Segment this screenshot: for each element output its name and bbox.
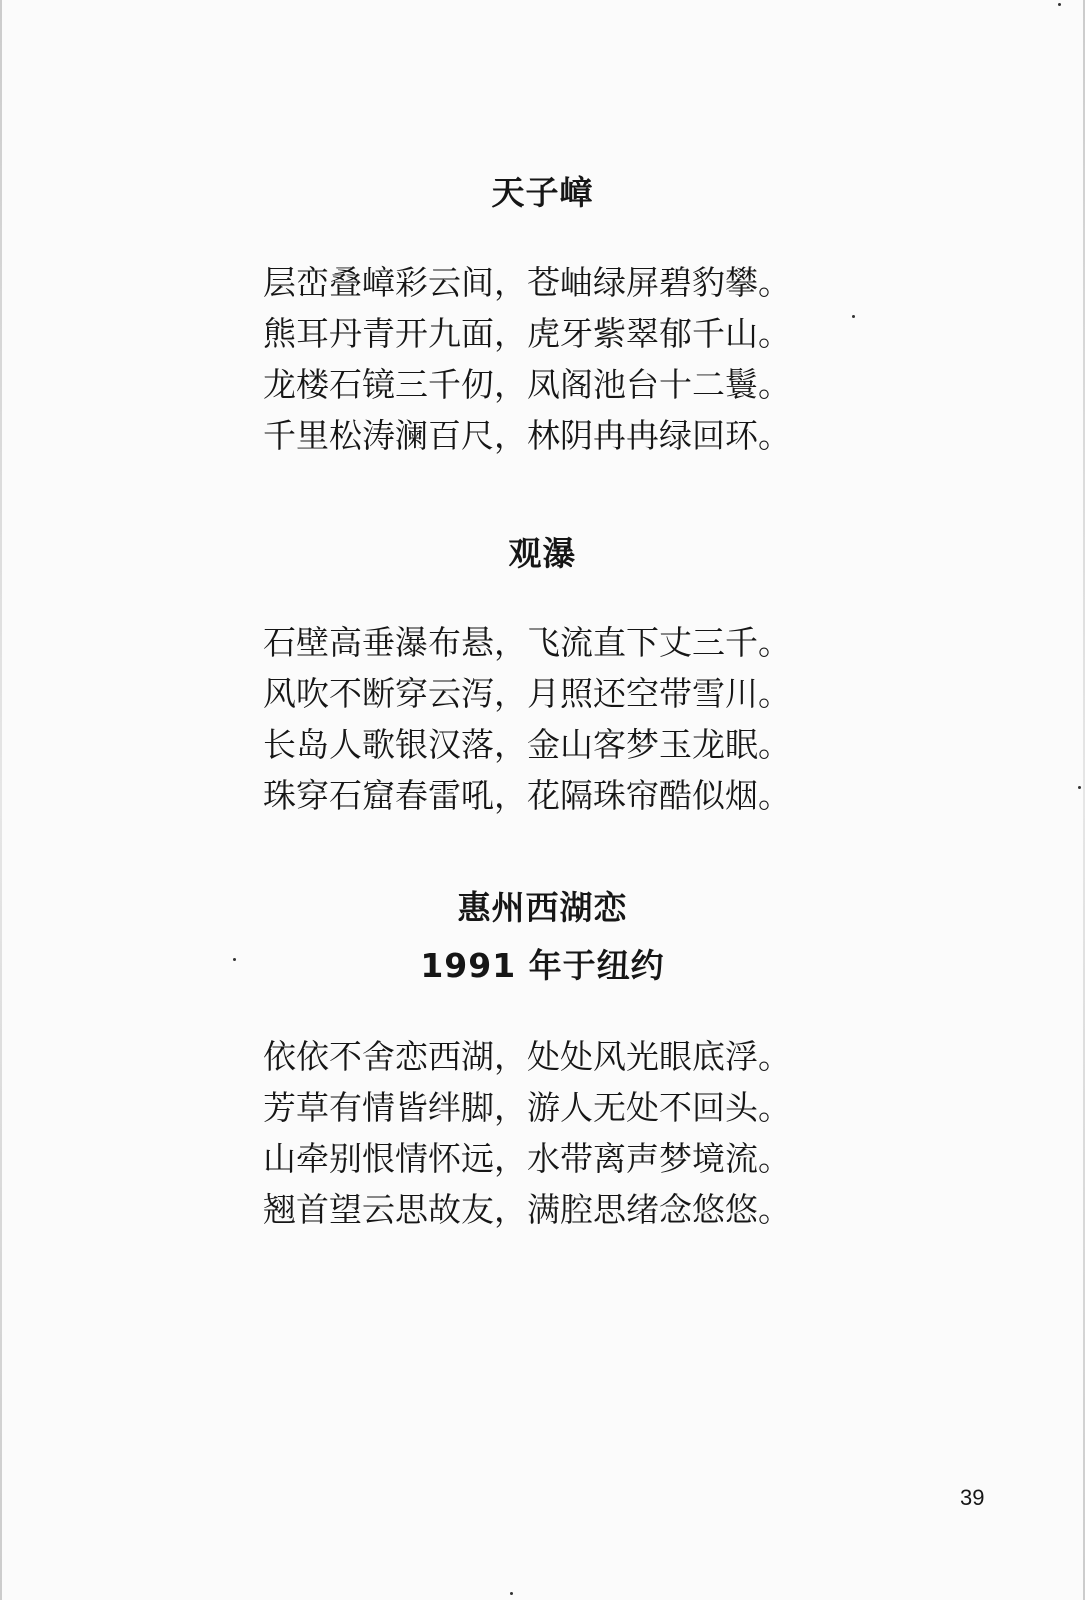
page-number: 39 [960, 1485, 985, 1510]
verse-line: 依依不舍恋西湖，处处风光眼底浮。 [263, 1037, 791, 1076]
verse-line: 石壁高垂瀑布悬，飞流直下丈三千。 [263, 623, 791, 662]
verse-line: 珠穿石窟春雷吼，花隔珠帘酷似烟。 [263, 776, 791, 815]
verse-line: 龙楼石镜三千仞，凤阁池台十二鬟。 [263, 365, 791, 404]
poem-title: 惠州西湖恋 [457, 888, 628, 927]
scan-speck [852, 315, 855, 318]
verse-line: 翘首望云思故友，满腔思绪念悠悠。 [263, 1190, 791, 1229]
scan-speck [1058, 3, 1061, 6]
scan-speck [1078, 786, 1081, 789]
scan-speck [233, 958, 236, 961]
poem-body [263, 257, 823, 461]
page-left-edge [0, 0, 2, 1600]
poem-subtitle: 1991 年于纽约 [420, 946, 665, 985]
poem-body [263, 1031, 823, 1235]
verse-line: 芳草有情皆绊脚，游人无处不回头。 [263, 1088, 791, 1127]
verse-line: 层峦叠嶂彩云间，苍岫绿屏碧豹攀。 [263, 263, 791, 302]
verse-line: 长岛人歌银汉落，金山客梦玉龙眠。 [263, 725, 791, 764]
poem-body [263, 617, 823, 821]
scan-speck [510, 1592, 513, 1595]
verse-line: 风吹不断穿云泻，月照还空带雪川。 [263, 674, 791, 713]
poem-title: 天子嶂 [491, 173, 594, 212]
poem-title: 观瀑 [508, 534, 577, 573]
verse-line: 山牵别恨情怀远，水带离声梦境流。 [263, 1139, 791, 1178]
verse-line: 熊耳丹青开九面，虎牙紫翠郁千山。 [263, 314, 791, 353]
verse-line: 千里松涛澜百尺，林阴冉冉绿回环。 [263, 416, 791, 455]
